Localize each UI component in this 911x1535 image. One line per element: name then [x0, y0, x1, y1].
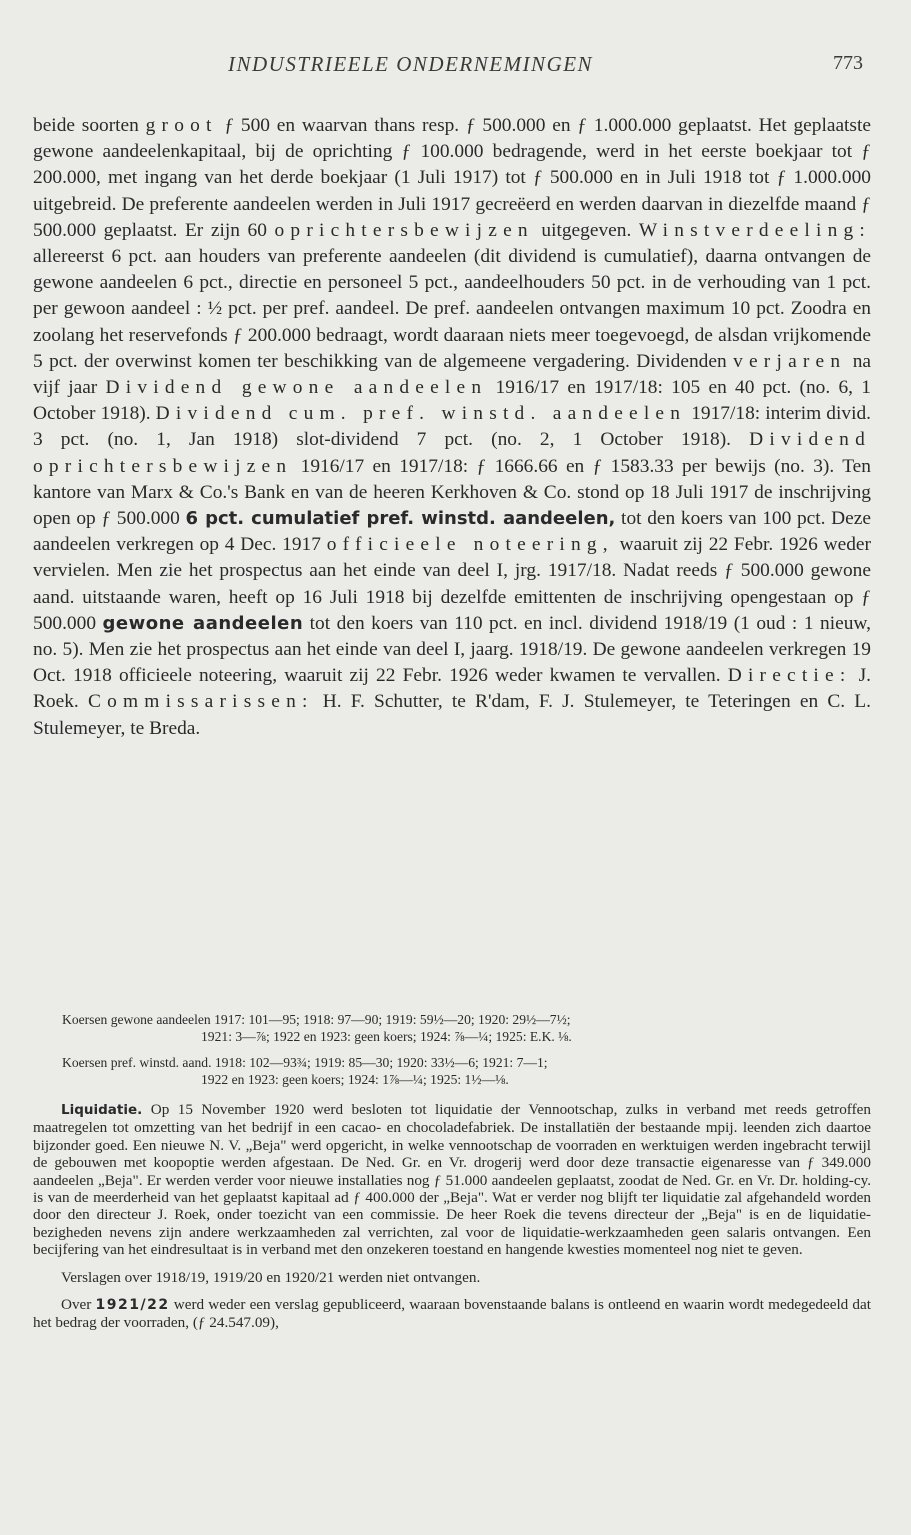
bold-year: 1921/22 [95, 1297, 170, 1314]
spaced-term-directie: Directie: [727, 665, 852, 687]
spaced-term-groot: groot [145, 115, 218, 136]
quote-line: Koersen pref. winstd. aand. 1918: 102—93¾; 1919: 85—30; 1920: 33½—6; 1921: 7—1; [62, 1055, 548, 1070]
liquidatie-label: Liquidatie. [61, 1102, 143, 1118]
text-run: 1917/18: interim divid. 3 pct. (no. 1, Jan 1918) slot-dividend 7 pct. (no. 2, 1 October 1918). [33, 403, 872, 451]
text-run: waaruit zij 22 Febr. 1926 weder vervielen. Men zie het prospectus aan het einde van deel I, jrg. 1917/18. Nadat reeds ƒ 500.000 gewone aand. uitstaande waren, heeft op 16 Juli 1918 bij dezelfde emittenten de inschrijving opengestaan op ƒ 500.000 [33, 534, 871, 634]
spaced-term-dividend-gewone: Dividend gewone aandeelen [105, 377, 488, 399]
text-run: Over [61, 1296, 96, 1314]
quote-line: 1922 en 1923: geen koers; 1924: 1⅞—¼; 1925: 1½—⅛. [201, 1072, 509, 1087]
text-run: ƒ 500 en waarvan thans resp. ƒ 500.000 en ƒ 1.000.000 geplaatst. Het geplaatste gewone aandeelenkapitaal, bij de oprichting ƒ 100.000 bedragende, werd in het eerste boekjaar tot ƒ 200.000, met ingang van het derde boekjaar (1 Juli 1917) tot ƒ 500.000 en in Juli 1918 tot ƒ 1.000.000 uitgebreid. De preferente aandeelen werden in Juli 1917 gecreëerd en werden daarvan in diezelfde maand ƒ 500.000 geplaatst. Er zijn 60 [33, 115, 871, 241]
quote-line: Koersen gewone aandeelen 1917: 101—95; 1918: 97—90; 1919: 59½—20; 1920: 29½—7½; [62, 1012, 571, 1027]
price-quotes [48, 1011, 868, 1097]
text-run: na vijf jaar [33, 350, 871, 399]
verslagen-paragraph: Verslagen over 1918/19, 1919/20 en 1920/21 werden niet ontvangen. [61, 1268, 481, 1286]
text-run: allereerst 6 pct. aan houders van preferente aandeelen (dit dividend is cumulatief), daarna ontvangen de gewone aandeelen 6 pct., directie en personeel 5 pct., aandeelhouders 50 pct. in de verhouding van 1 pct. per gewoon aandeel : ½ pct. per pref. aandeel. De pref. aandeelen ontvangen maximum 10 pct. Zoodra en zoolang het reservefonds ƒ 200.000 bedraagt, wordt daaraan niets meer toegevoegd, de alsdan vrijkomende 5 pct. der overwinst komen ter beschikking van de algemeene vergadering. Dividenden [33, 246, 871, 372]
spaced-term-winstverdeeling: Winstverdeeling: [638, 219, 871, 241]
spaced-term-verjaren: verjaren [733, 350, 847, 372]
spaced-term-commissarissen: Commissarissen: [87, 691, 314, 713]
text-run: 1916/17 en 1917/18: ƒ 1666.66 en ƒ 1583.33 per bewijs (no. 3). Ten kantore van Marx & Co.'s Bank en van de heeren Kerkhoven & Co. stond op 18 Juli 1917 de inschrijving open op ƒ 500.000 [33, 455, 871, 530]
bold-term-pref-aandeelen: 6 pct. cumulatief pref. winstd. aandeelen, [185, 508, 616, 530]
spaced-term-dividend-pref: Dividend cum. pref. winstd. aandeelen [155, 403, 687, 425]
text-run: uitgegeven. [533, 219, 639, 241]
main-text [33, 113, 871, 742]
over-paragraph [33, 1296, 871, 1332]
text-run: werd weder een verslag gepubliceerd, waaraan bovenstaande balans is ontleend en waarin wordt medegedeeld dat het bedrag der voorraden, (ƒ 24.547.09), [33, 1296, 871, 1332]
page-number: 773 [833, 52, 863, 74]
quote-line: 1921: 3—⅞; 1922 en 1923: geen koers; 1924: ⅞—¼; 1925: E.K. ⅛. [201, 1029, 572, 1044]
text-run: tot den koers van 100 pct. Deze aandeelen verkregen op 4 Dec. 1917 [33, 508, 871, 556]
company-paragraph [33, 113, 871, 742]
liquidatie-paragraph [33, 1101, 871, 1259]
spaced-term-noteering: officieele noteering, [326, 534, 614, 556]
text-run: beide soorten [33, 115, 146, 136]
liquidatie-text: Op 15 November 1920 werd besloten tot liquidatie der Vennootschap, zulks in verband met reeds getroffen maatregelen tot omzetting van het bedrijf in een cacao- en chocoladefabriek. De installatiën der bestaande mpij. leenden zich daartoe bijzonder goed. Een nieuwe N. V. „Beja" werd opgericht, in welke vennootschap de voorraden en werktuigen werden ingebracht terwijl de gebouwen met koopoptie werden afgestaan. De Ned. Gr. en Vr. drogerij werd door deze transactie eigenaresse van ƒ 349.000 aandeelen „Beja". Er werden verder voor nieuwe installaties nog ƒ 51.000 aandeelen geplaatst, zoodat de Ned. Gr. en Vr. Dr. holding-cy. is van de meerderheid van het geplaatst kapitaal ad ƒ 400.000 der „Beja". Wat er verder nog blijft ter liquidatie zal afgehandeld worden door den directeur J. Roek, onder toezicht van een commissie. De heer Roek die tevens directeur der „Beja" is en de liquidatie-bezigheden nevens zijn andere werkzaamheden zal verrichten, zal voor de liquidatie-werkzaamheden geen salaris ontvangen. Een becijfering van het eindresultaat is in verband met den onzekeren toestand en hangende kwesties momenteel nog niet te geven. [33, 1101, 871, 1259]
notes-section [33, 1101, 871, 1332]
quote-pref-aandeelen [48, 1054, 868, 1088]
text-run: H. F. Schutter, te R'dam, F. J. Stulemeyer, te Teteringen en C. L. Stulemeyer, te Breda. [33, 691, 871, 739]
running-header [0, 52, 911, 82]
bold-term-gewone-aandeelen: gewone aandeelen [102, 612, 304, 634]
text-run: tot den koers van 110 pct. en incl. dividend 1918/19 (1 oud : 1 nieuw, no. 5). Men zie het prospectus aan het einde van deel I, jaarg. 1918/19. De gewone aandeelen verkregen 19 Oct. 1918 officieele noteering, waaruit zij 22 Febr. 1926 weder kwamen te vervallen. [33, 612, 871, 687]
text-run: J. Roek. [33, 665, 871, 713]
section-title: INDUSTRIEELE ONDERNEMINGEN [228, 52, 594, 76]
spaced-term-oprichtersbewijzen: oprichtersbewijzen [274, 219, 534, 241]
quote-gewone-aandeelen [48, 1011, 868, 1045]
text-run: 1916/17 en 1917/18: 105 en 40 pct. (no. 6, 1 October 1918). [33, 377, 871, 425]
spaced-term-dividend-oprichters: Dividend oprichtersbewijzen [33, 429, 871, 477]
